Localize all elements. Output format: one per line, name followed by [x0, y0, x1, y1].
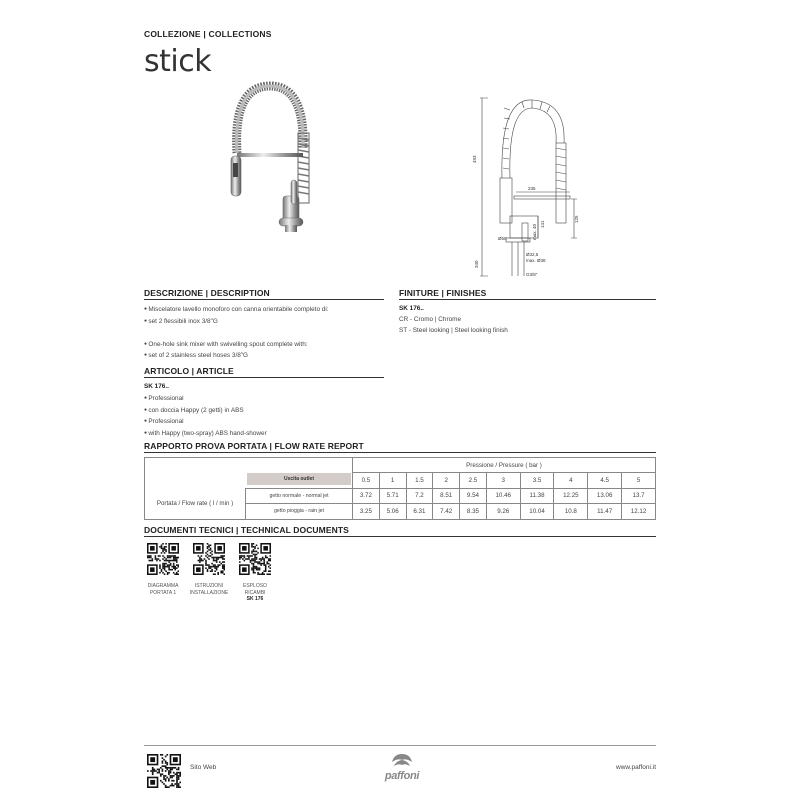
flow-value: 9.54 — [460, 488, 487, 504]
flow-pressure-label: Pressione / Pressure ( bar ) — [353, 458, 656, 473]
flow-value: 13.7 — [622, 488, 656, 504]
collection-label: COLLEZIONE | COLLECTIONS — [144, 29, 272, 39]
flow-value: 5.71 — [379, 488, 406, 504]
footer-site-label: Sito Web — [190, 764, 217, 771]
doc-caption-line2: RICAMBI — [244, 589, 266, 596]
flow-row-label: Portata / Flow rate ( l / min ) — [145, 488, 246, 519]
dim-small: Ø50 — [498, 236, 507, 241]
flow-value: 10.46 — [486, 488, 520, 504]
documents-rule — [144, 536, 656, 537]
dim-max40: max. 40 — [532, 223, 537, 240]
pressure-value: 1.5 — [406, 473, 433, 489]
pressure-value: 3 — [486, 473, 520, 489]
article-text — [144, 382, 384, 440]
article-item-1: ● Professional — [144, 393, 384, 405]
dim-diam32: Ø32,5 — [526, 252, 539, 257]
dim-height: 493 — [472, 155, 477, 163]
footer-url[interactable]: www.paffoni.it — [616, 764, 656, 771]
doc-caption-line1: ISTRUZIONI — [194, 583, 224, 589]
doc-caption-line1: DIAGRAMMA — [147, 583, 179, 589]
flow-value: 7.2 — [406, 488, 433, 504]
finishes-code: SK 176.. — [399, 305, 424, 312]
dim-reach: 235 — [528, 186, 536, 191]
flow-heading: RAPPORTO PROVA PORTATA | FLOW RATE REPORT — [144, 441, 364, 451]
product-title: stick — [144, 44, 212, 79]
article-item-3: ● Professional — [144, 416, 384, 428]
flow-row-normal — [145, 488, 656, 504]
flow-value: 12.12 — [622, 504, 656, 520]
finish-item-cr: CR - Cromo | Chrome — [399, 315, 462, 323]
doc-caption-line3: SK 176 — [246, 596, 264, 602]
flow-value: 12.25 — [554, 488, 588, 504]
article-heading: ARTICOLO | ARTICLE — [144, 366, 234, 376]
qr-code-icon — [239, 543, 271, 575]
flow-value: 7.42 — [433, 504, 460, 520]
dim-spout: 125 — [574, 215, 579, 223]
flow-value: 8.51 — [433, 488, 460, 504]
article-code: SK 176.. — [144, 383, 169, 390]
pressure-value: 5 — [622, 473, 656, 489]
description-rule — [144, 299, 384, 300]
flow-row-rain-label: getto pioggia - rain jet — [246, 504, 353, 520]
doc-caption — [185, 583, 233, 596]
description-item-en-2: ● set of 2 stainless steel hoses 3/8"G — [144, 350, 384, 362]
flow-pressure-label-row — [145, 458, 656, 473]
description-item-it-1: ● Miscelatore lavello monoforo con canna orientabile completo di: — [144, 304, 384, 316]
pressure-value: 2 — [433, 473, 460, 489]
doc-caption-line2: INSTALLAZIONE — [189, 589, 229, 596]
outlet-header-cell: Uscita outlet — [247, 473, 351, 485]
finishes-rule — [399, 299, 656, 300]
doc-installation[interactable] — [189, 543, 229, 596]
flow-value: 3.72 — [353, 488, 380, 504]
doc-caption — [235, 583, 275, 603]
flow-value: 11.47 — [588, 504, 622, 520]
dim-maxdiam38: max. Ø38 — [526, 258, 546, 263]
technical-drawing — [470, 88, 590, 288]
doc-caption — [143, 583, 183, 596]
dim-38g: G3/8" — [526, 272, 538, 277]
flow-rule — [144, 452, 656, 453]
dim-141: 141 — [540, 220, 545, 228]
flow-value: 8.35 — [460, 504, 487, 520]
pressure-value: 4.5 — [588, 473, 622, 489]
flow-value: 10.04 — [520, 504, 554, 520]
description-heading: DESCRIZIONE | DESCRIPTION — [144, 288, 270, 298]
flow-value: 6.31 — [406, 504, 433, 520]
footer-qr-code-icon[interactable] — [147, 754, 181, 788]
finish-item-st: ST - Steel looking | Steel looking finish — [399, 326, 508, 334]
pressure-value: 1 — [379, 473, 406, 489]
article-item-2: ● con doccia Happy (2 getti) in ABS — [144, 405, 384, 417]
documents-heading: DOCUMENTI TECNICI | TECHNICAL DOCUMENTS — [144, 525, 349, 535]
doc-caption-line2: PORTATA 1 — [149, 589, 177, 596]
finishes-heading: FINITURE | FINISHES — [399, 288, 487, 298]
qr-code-icon — [147, 543, 179, 575]
flow-value: 11.38 — [520, 488, 554, 504]
pressure-value: 3.5 — [520, 473, 554, 489]
article-rule — [144, 377, 384, 378]
doc-caption-line1: ESPLOSO — [243, 583, 267, 589]
pressure-value: 2.5 — [460, 473, 487, 489]
faucet-photo — [215, 78, 325, 238]
dim-340: 340 — [474, 260, 479, 268]
description-item-en-1: ● One-hole sink mixer with swivelling spout complete with: — [144, 339, 384, 351]
flow-value: 5.06 — [379, 504, 406, 520]
flow-value: 3.25 — [353, 504, 380, 520]
flow-value: 9.26 — [486, 504, 520, 520]
description-item-it-2: ● set 2 flessibili inox 3/8"G — [144, 316, 384, 328]
flow-value: 10.8 — [554, 504, 588, 520]
finishes-text — [399, 304, 656, 336]
flow-rate-table — [144, 457, 656, 520]
doc-flow-diagram[interactable] — [147, 543, 183, 596]
description-text — [144, 304, 384, 362]
footer-brand: paffoni — [384, 770, 420, 782]
qr-code-icon — [193, 543, 225, 575]
doc-spare-parts[interactable] — [239, 543, 275, 603]
flow-value: 13.06 — [588, 488, 622, 504]
article-item-4: ● with Happy (two-spray) ABS hand-shower — [144, 428, 384, 440]
pressure-value: 4 — [554, 473, 588, 489]
footer-rule — [144, 745, 656, 746]
pressure-value: 0.5 — [353, 473, 380, 489]
flow-row-normal-label: getto normale - normal jet — [246, 488, 353, 504]
